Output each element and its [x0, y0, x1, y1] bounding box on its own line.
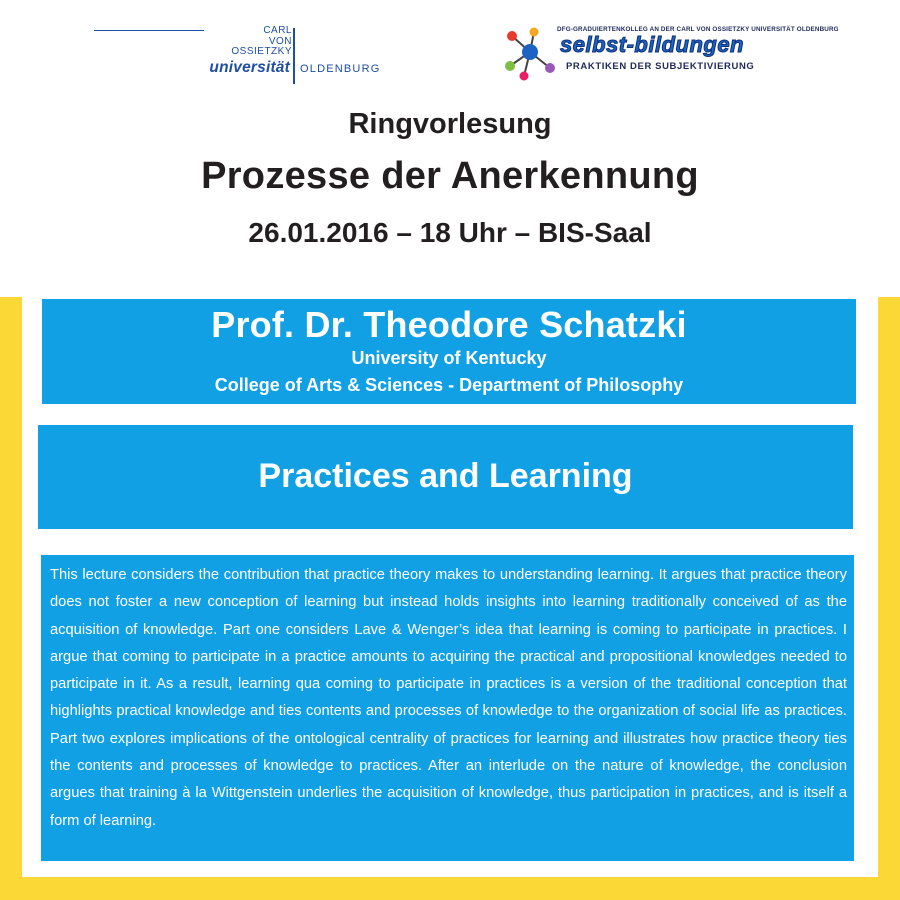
- graduate-school-top-line: DFG-GRADUIERTENKOLLEG AN DER CARL VON OSSIETZKY UNIVERSITÄT OLDENBURG: [557, 26, 839, 33]
- talk-title: Practices and Learning: [258, 457, 633, 495]
- logo-arc-line: [94, 30, 204, 57]
- university-name: universität: [209, 59, 290, 76]
- graduate-school-title: selbst-bildungen: [560, 32, 744, 57]
- graduate-school-logo: [500, 22, 850, 84]
- logo-line-ossietzky: OSSIETZKY: [231, 46, 292, 57]
- molecule-icon: [500, 22, 562, 84]
- logo-divider: [293, 28, 295, 84]
- lecture-series-label: Ringvorlesung: [348, 108, 552, 140]
- speaker-name: Prof. Dr. Theodore Schatzki: [211, 304, 687, 345]
- series-title: Prozesse der Anerkennung: [201, 155, 699, 197]
- speaker-box: [42, 299, 856, 404]
- university-logo: [94, 25, 381, 90]
- university-city: OLDENBURG: [300, 63, 381, 75]
- logo-line-carl: CARL: [263, 25, 292, 36]
- abstract-box: [41, 555, 854, 861]
- talk-title-box: [38, 425, 853, 529]
- graduate-school-subtitle: PRAKTIKEN DER SUBJEKTIVIERUNG: [566, 61, 755, 72]
- abstract-text: This lecture considers the contribution that practice theory makes to understanding learning. It argues that practice theory does not foster a new conception of learning but instead holds insights into learning traditionally conceived of as the acquisition of knowledge. Part one considers Lave & Wenger’s idea that learning is coming to participate in practices. I argue that coming to participate in a practice amounts to acquiring the practical and propositional knowledges needed to participate in it. As a result, learning qua coming to participate in practices is a version of the traditional conception that highlights practical knowledge and ties contents and processes of knowledge to the organization of social life as practices. Part two explores implications of the ontological centrality of practices for learning and illustrates how practice theory ties the contents and processes of knowledge to practices. After an interlude on the nature of knowledge, the conclusion argues that training à la Wittgenstein underlies the acquisition of knowledge, thus participation in practices, and is itself a form of learning.: [50, 567, 847, 829]
- date-time-venue: 26.01.2016 – 18 Uhr – BIS-Saal: [248, 217, 652, 248]
- speaker-department: College of Arts & Sciences - Department of Philosophy: [214, 375, 684, 395]
- university-stack-text: [194, 26, 292, 58]
- speaker-university: University of Kentucky: [351, 348, 547, 368]
- logo-line-von: VON: [268, 35, 292, 47]
